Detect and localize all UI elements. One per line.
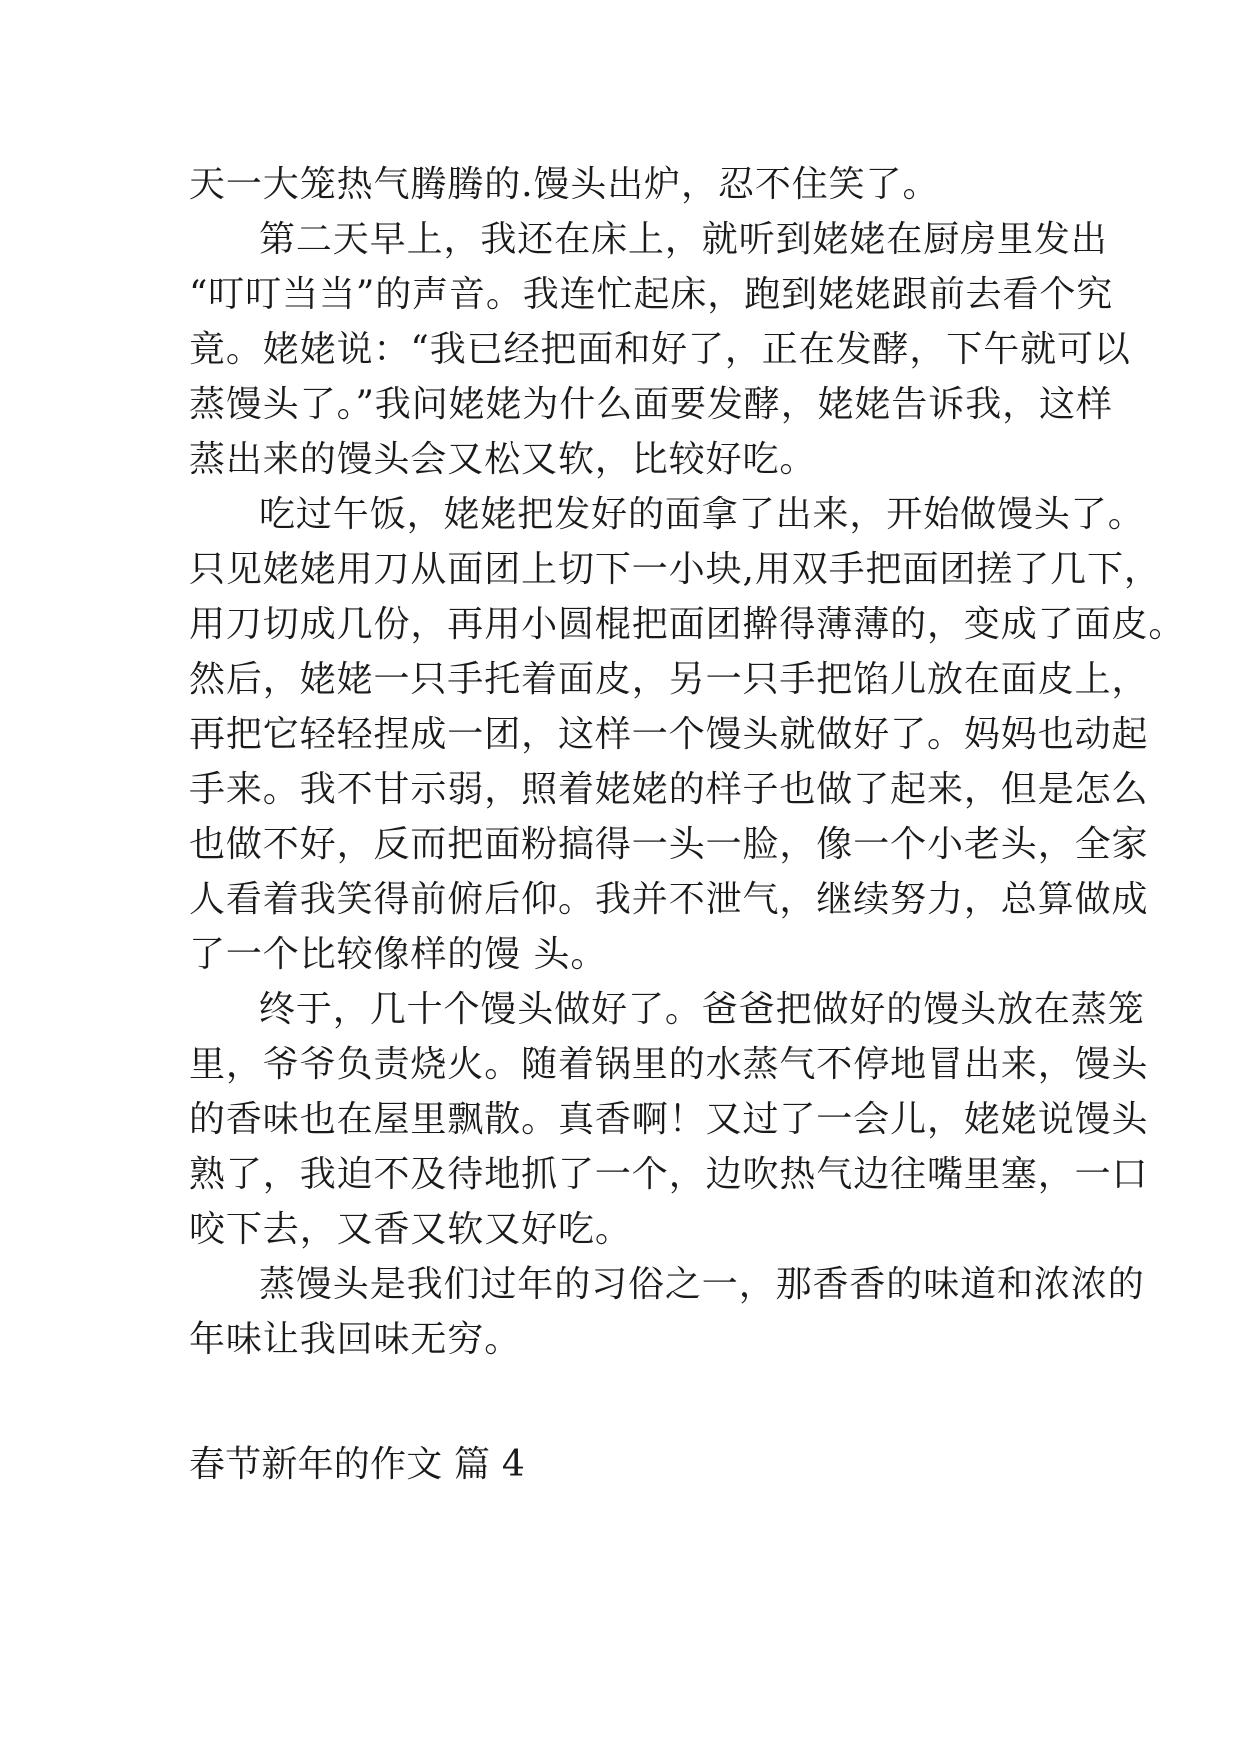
text-line: 了一个比较像样的馒 头。 [189, 934, 608, 975]
text-line: 年味让我回味无穷。 [189, 1319, 522, 1360]
text-line: 咬下去，又香又软又好吃。 [189, 1209, 632, 1250]
text-line: 熟了，我迫不及待地抓了一个，边吹热气边往嘴里塞，一口 [189, 1154, 1149, 1195]
text-line: 用刀切成几份，再用小圆棍把面团擀得薄薄的，变成了面皮。 [189, 604, 1186, 645]
text-line: 然后，姥姥一只手托着面皮，另一只手把馅儿放在面皮上， [189, 659, 1149, 700]
section-heading: 春节新年的作文 篇 4 [189, 1444, 525, 1485]
text-line: 蒸出来的馒头会又松又软，比较好吃。 [189, 439, 817, 480]
paragraph-first-line: 终于，几十个馒头做好了。爸爸把做好的馒头放在蒸笼 [259, 989, 1145, 1030]
text-line: 的香味也在屋里飘散。真香啊！又过了一会儿，姥姥说馒头 [189, 1099, 1149, 1140]
text-line: 天一大笼热气腾腾的.馒头出炉，忍不住笑了。 [189, 164, 940, 205]
paragraph-first-line: 第二天早上，我还在床上，就听到姥姥在厨房里发出 [259, 219, 1108, 260]
text-line: 里，爷爷负责烧火。随着锅里的水蒸气不停地冒出来，馒头 [189, 1044, 1149, 1085]
text-line: 手来。我不甘示弱，照着姥姥的样子也做了起来，但是怎么 [189, 769, 1149, 810]
text-line: “叮叮当当”的声音。我连忙起床，跑到姥姥跟前去看个究 [189, 274, 1114, 315]
paragraph-first-line: 蒸馒头是我们过年的习俗之一，那香香的味道和浓浓的 [259, 1264, 1145, 1305]
text-line: 只见姥姥用刀从面团上切下一小块,用双手把面团搓了几下， [189, 549, 1161, 590]
text-line: 也做不好，反而把面粉搞得一头一脸，像一个小老头，全家 [189, 824, 1149, 865]
text-line: 蒸馒头了。”我问姥姥为什么面要发酵，姥姥告诉我，这样 [189, 384, 1113, 425]
paragraph-first-line: 吃过午饭，姥姥把发好的面拿了出来，开始做馒头了。 [259, 494, 1145, 535]
text-line: 竟。姥姥说：“我已经把面和好了，正在发酵，下午就可以 [189, 329, 1131, 370]
text-line: 再把它轻轻捏成一团，这样一个馒头就做好了。妈妈也动起 [189, 714, 1149, 755]
text-line: 人看着我笑得前俯后仰。我并不泄气，继续努力，总算做成 [189, 879, 1149, 920]
